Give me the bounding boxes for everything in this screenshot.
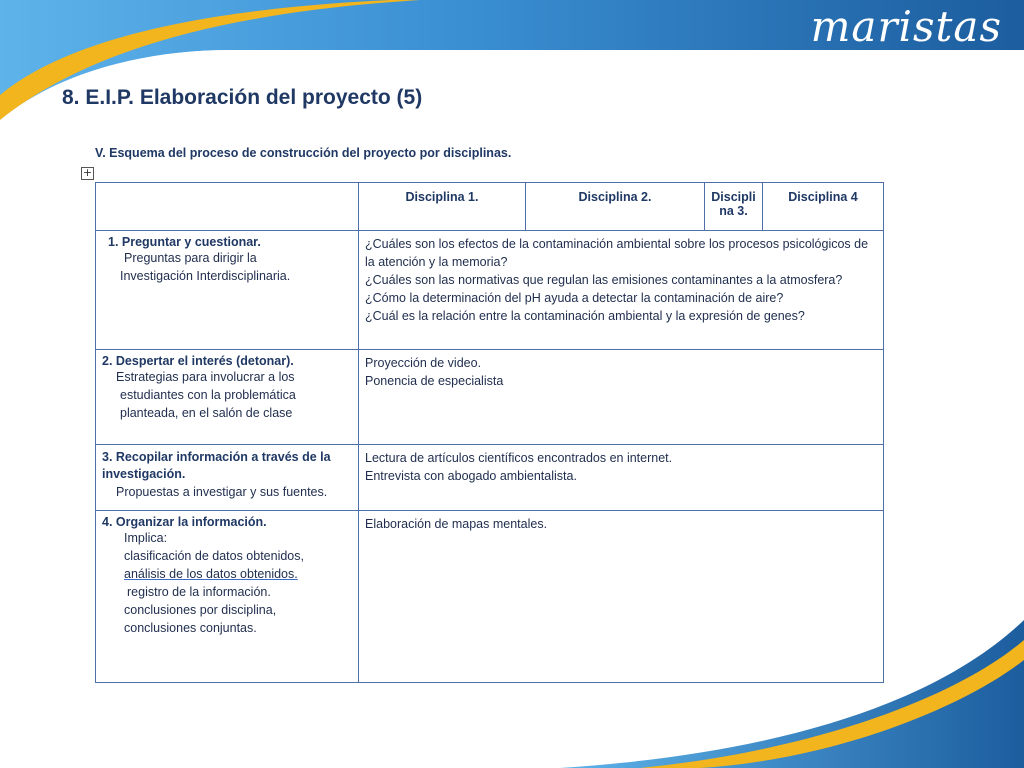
- header-cell-discipline-3: Discipli na 3.: [705, 183, 763, 231]
- slide-title: 8. E.I.P. Elaboración del proyecto (5): [62, 86, 423, 109]
- row-content-cell: [359, 231, 884, 350]
- table-row: [96, 445, 884, 511]
- row-title: 3. Recopilar información a través de la investigación.: [102, 450, 331, 481]
- question-item: ¿Cómo la determinación del pH ayuda a detectar la contaminación de aire?: [365, 291, 784, 305]
- row-subtitle: Propuestas a investigar y sus fuentes.: [116, 485, 328, 499]
- content-item: Entrevista con abogado ambientalista.: [365, 469, 577, 483]
- question-item: ¿Cuáles son los efectos de la contaminación ambiental sobre los procesos psicológicos de la atención y la memoria?: [365, 237, 869, 269]
- content-item: Proyección de video.: [365, 356, 482, 370]
- table-row: [96, 350, 884, 445]
- row-title: 2. Despertar el interés (detonar).: [102, 354, 294, 368]
- header-cell-discipline-2: Disciplina 2.: [526, 183, 705, 231]
- content-item: Ponencia de especialista: [365, 374, 504, 388]
- table-expand-icon[interactable]: +: [82, 166, 93, 179]
- row-content-cell: [359, 350, 884, 445]
- header-cell-empty: [96, 183, 359, 231]
- table-header-row: [96, 183, 884, 231]
- maristas-logo: maristas: [810, 2, 1002, 51]
- row-subtitle: Preguntas para dirigir la Investigación Interdisciplinaria.: [120, 251, 291, 283]
- table-row: [96, 231, 884, 350]
- row-content-cell: [359, 445, 884, 511]
- row-subtitle: Estrategias para involucrar a los estudiantes con la problemática planteada, en el salón de clase: [116, 370, 296, 420]
- row-label-cell: [96, 445, 359, 511]
- footer-wave: [0, 600, 1024, 768]
- question-item: ¿Cuáles son las normativas que regulan las emisiones contaminantes a la atmosfera?: [365, 273, 843, 287]
- row-title: 4. Organizar la información.: [102, 515, 267, 529]
- row-title: 1. Preguntar y cuestionar.: [108, 235, 261, 249]
- section-heading: V. Esquema del proceso de construcción del proyecto por disciplinas.: [95, 146, 512, 160]
- row-label-cell: [96, 231, 359, 350]
- row-subtitle: Implica: clasificación de datos obtenidos, análisis de los datos obtenidos. registro de la información. conclusiones por disciplina, conclusiones conjuntas.: [124, 531, 304, 635]
- header-cell-discipline-4: Disciplina 4: [763, 183, 884, 231]
- header-cell-discipline-1: Disciplina 1.: [359, 183, 526, 231]
- content-item: Lectura de artículos científicos encontrados en internet.: [365, 451, 673, 465]
- content-item: Elaboración de mapas mentales.: [365, 517, 548, 531]
- question-item: ¿Cuál es la relación entre la contaminación ambiental y la expresión de genes?: [365, 309, 805, 323]
- row-label-cell: [96, 350, 359, 445]
